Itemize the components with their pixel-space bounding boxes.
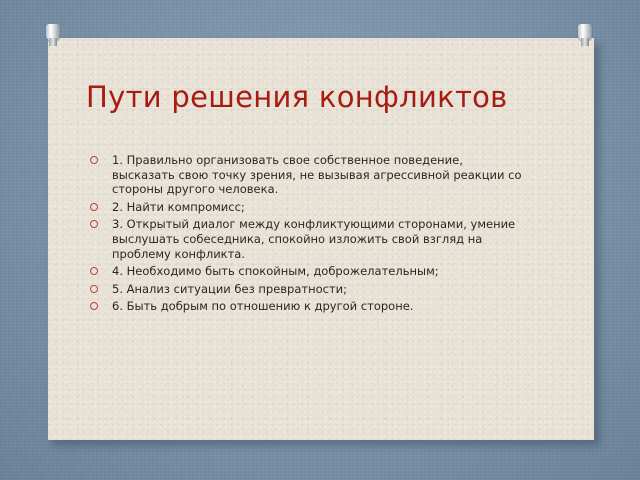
bullet-icon (90, 267, 98, 275)
push-pin-icon (44, 24, 62, 46)
list-item (88, 282, 528, 297)
bullet-icon (90, 156, 98, 164)
list-item (88, 217, 528, 261)
bullet-icon (90, 220, 98, 228)
bullet-icon (90, 203, 98, 211)
bullet-icon (90, 302, 98, 310)
list-item (88, 200, 528, 215)
list-item-text: 2. Найти компромисс; (112, 199, 245, 214)
list-item (88, 153, 528, 197)
list-item-text: 6. Быть добрым по отношению к другой стороне. (112, 299, 414, 314)
list-item (88, 299, 528, 314)
conflict-resolution-list (88, 153, 528, 317)
bullet-icon (90, 285, 98, 293)
list-item (88, 264, 528, 279)
list-item-text: 5. Анализ ситуации без превратности; (112, 281, 348, 296)
list-item-text: 3. Открытый диалог между конфликтующими сторонами, умение выслушать собеседника, спокойно изложить свой взгляд на проблему конфликта. (112, 217, 516, 261)
slide-title: Пути решения конфликтов (86, 80, 508, 114)
push-pin-icon (576, 24, 594, 46)
list-item-text: 1. Правильно организовать свое собственное поведение, высказать свою точку зрения, не вызывая агрессивной реакции со стороны другого человека. (112, 153, 522, 197)
list-item-text: 4. Необходимо быть спокойным, доброжелательным; (112, 264, 439, 279)
